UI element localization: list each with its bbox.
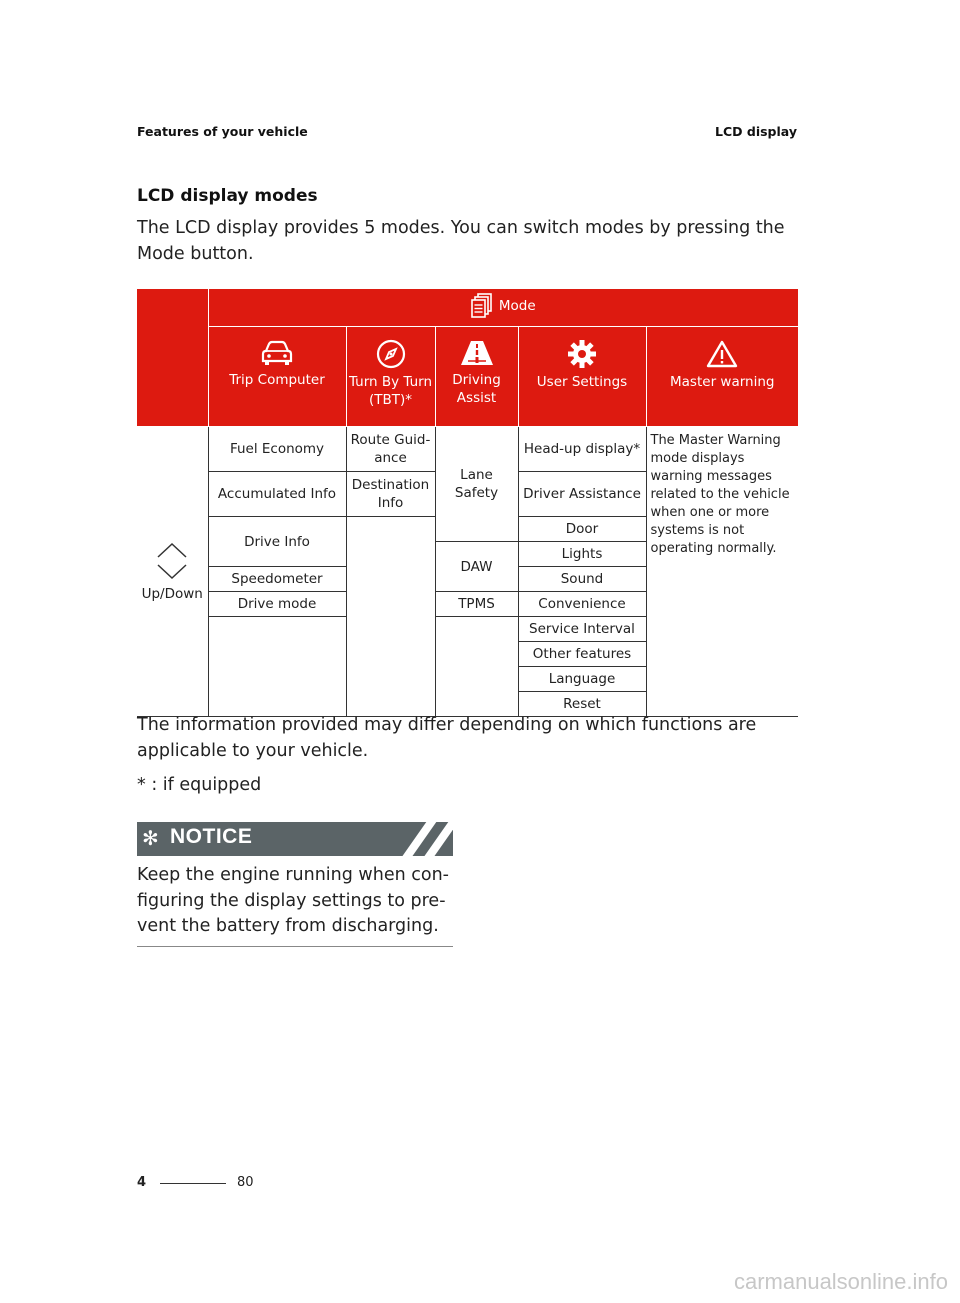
- running-header-left: Features of your vehicle: [137, 124, 308, 139]
- page-number: 80: [237, 1175, 254, 1190]
- updown-label: Up/Down: [141, 585, 203, 602]
- warning-icon: [705, 339, 739, 369]
- compass-icon: [376, 339, 406, 369]
- us-reset: Reset: [518, 692, 646, 717]
- tbt-empty: [346, 517, 435, 717]
- master-warning-description: The Master Warning mode displays warning messages related to the vehicle when one or more systems is not operating normally.: [646, 427, 798, 717]
- col-master-warning: [646, 327, 798, 427]
- notice-title: NOTICE: [170, 825, 253, 848]
- trip-drive-mode: Drive mode: [208, 592, 346, 617]
- da-empty: [435, 617, 518, 717]
- us-head-up-display: Head-up display*: [518, 427, 646, 472]
- notice-banner: [137, 822, 453, 856]
- us-language: Language: [518, 667, 646, 692]
- us-service-interval: Service Interval: [518, 617, 646, 642]
- us-driver-assistance: Driver Assistance: [518, 472, 646, 517]
- asterisk-icon: ✻: [142, 826, 159, 850]
- updown-cell: [137, 427, 208, 717]
- if-equipped-note: * : if equipped: [137, 775, 262, 795]
- us-sound: Sound: [518, 567, 646, 592]
- col-label-user-settings: User Settings: [536, 374, 628, 390]
- chapter-number: 4: [137, 1175, 147, 1190]
- col-tbt: [346, 327, 435, 427]
- col-label-trip-computer: Trip Computer: [229, 372, 325, 388]
- col-driving-assist: [435, 327, 518, 427]
- da-lane-safety: Lane Safety: [435, 427, 518, 542]
- us-door: Door: [518, 517, 646, 542]
- trip-empty: [208, 617, 346, 717]
- us-other-features: Other features: [518, 642, 646, 667]
- col-user-settings: [518, 327, 646, 427]
- us-convenience: Convenience: [518, 592, 646, 617]
- us-lights: Lights: [518, 542, 646, 567]
- lcd-modes-table: [137, 289, 798, 717]
- trip-drive-info: Drive Info: [208, 517, 346, 567]
- col-label-master-warning: Master warning: [670, 374, 775, 390]
- mode-header: [208, 290, 798, 327]
- col-label-tbt: Turn By Turn (TBT)*: [348, 374, 433, 408]
- section-title: LCD display modes: [137, 186, 318, 206]
- trip-fuel-economy: Fuel Economy: [208, 427, 346, 472]
- gear-icon: [567, 339, 597, 369]
- watermark: carmanualsonline.info: [733, 1269, 948, 1294]
- intro-paragraph: The LCD display provides 5 modes. You can switch modes by pressing the Mode button.: [137, 218, 785, 264]
- footer-rule: [160, 1183, 226, 1184]
- trip-accumulated-info: Accumulated Info: [208, 472, 346, 517]
- header-corner: [137, 290, 208, 427]
- tbt-destination-info: Destination Info: [346, 472, 435, 517]
- da-daw: DAW: [435, 542, 518, 592]
- road-icon: [459, 339, 495, 367]
- notice-text: Keep the engine running when con- figuring the display settings to pre- vent the battery from discharging.: [137, 865, 449, 936]
- mode-icon: [471, 293, 493, 319]
- info-paragraph: The information provided may differ depending on which functions are applicable to your vehicle.: [137, 715, 757, 761]
- running-header-right: LCD display: [715, 124, 797, 139]
- notice-divider: [137, 946, 453, 947]
- da-tpms: TPMS: [435, 592, 518, 617]
- col-trip-computer: [208, 327, 346, 427]
- tbt-route-guidance: Route Guid- ance: [346, 427, 435, 472]
- trip-speedometer: Speedometer: [208, 567, 346, 592]
- mode-label: Mode: [498, 297, 536, 314]
- up-down-icon: [155, 541, 189, 581]
- col-label-driving-assist: Driving Assist: [452, 372, 501, 406]
- car-icon: [259, 339, 295, 367]
